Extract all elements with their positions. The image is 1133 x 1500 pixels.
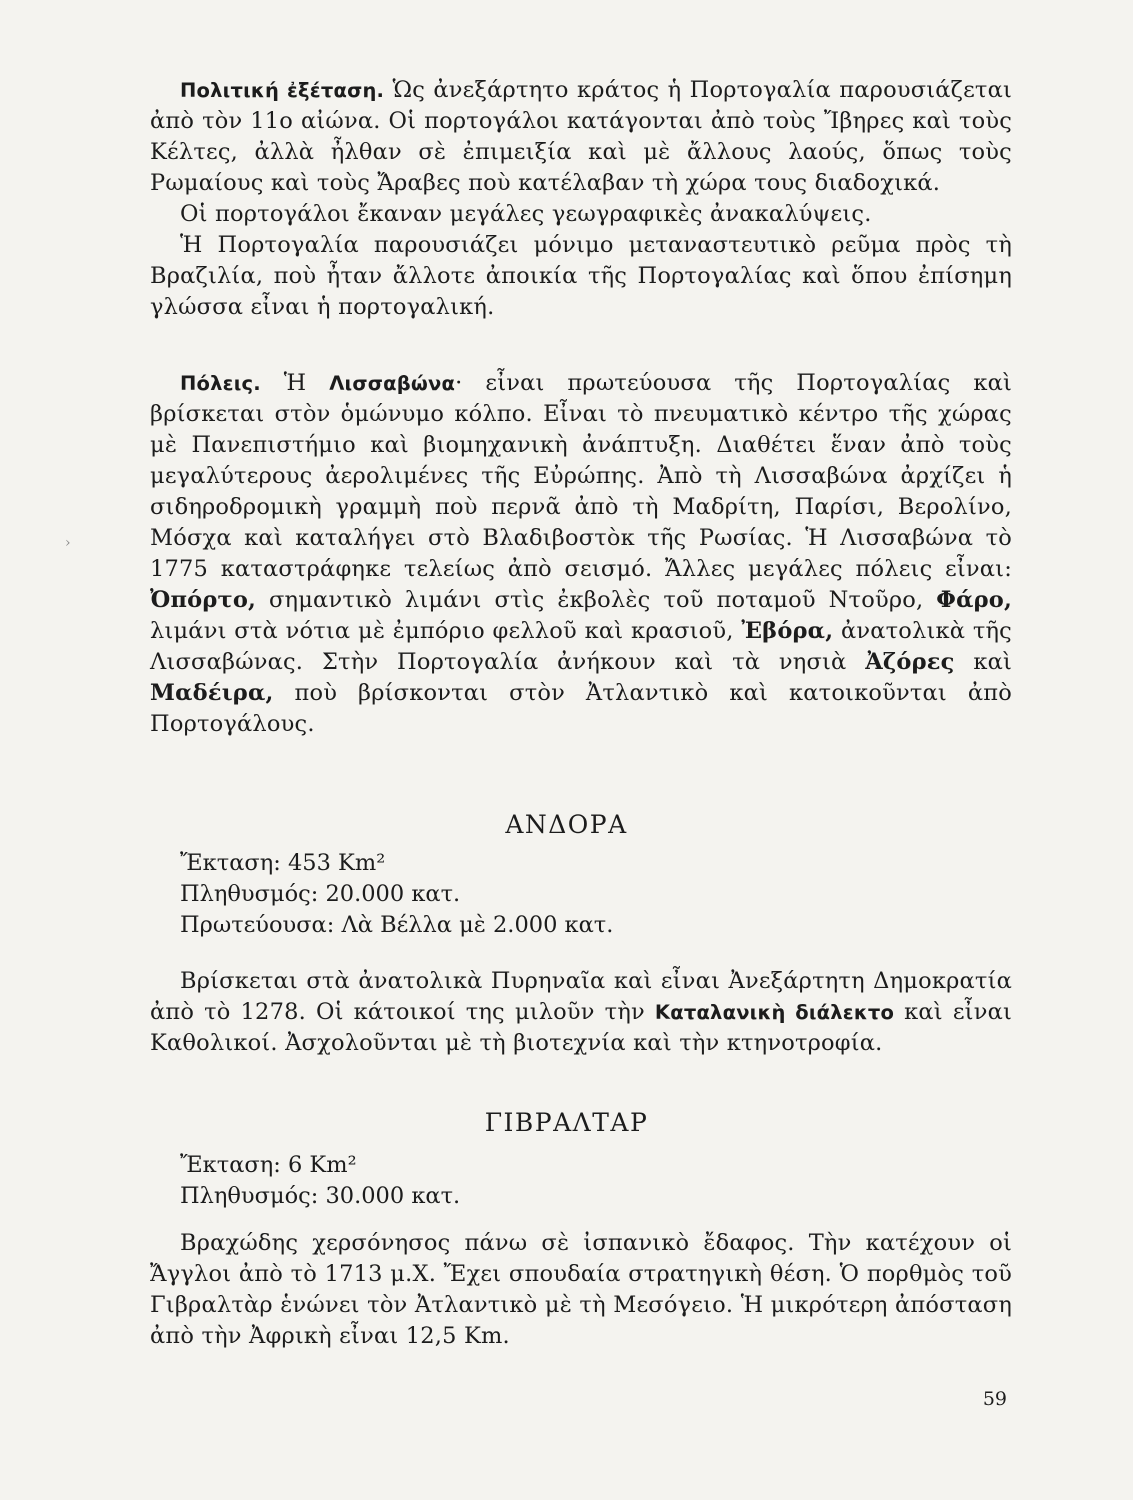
gibraltar-paragraph: Βραχώδης χερσόνησος πάνω σὲ ἰσπανικὸ ἔδαφος. Τὴν κατέχουν οἱ Ἄγγλοι ἀπὸ τὸ 1713 μ.Χ. Ἔχει σπουδαία στρατηγικὴ θέση. Ὁ πορθμὸς τοῦ Γιβραλτὰρ ἑνώνει τὸν Ἀτλαντικὸ μὲ τὴ Μεσόγειο. Ἡ μικρότερη ἀπόσταση ἀπὸ τὴν Ἀφρικὴ εἶναι 12,5 Km. xyxy=(150,1230,1012,1349)
andorra-title: ΑΝΔΟΡΑ xyxy=(505,810,628,839)
portugal-cities-section xyxy=(150,368,1012,740)
andorra-stats xyxy=(180,848,613,941)
explorers-paragraph: Οἱ πορτογάλοι ἔκαναν μεγάλες γεωγραφικὲς ἀνακαλύψεις. xyxy=(180,201,872,227)
gibraltar-description xyxy=(150,1228,1012,1352)
gibraltar-area: Ἔκταση: 6 Km² xyxy=(180,1152,357,1178)
page-number: 59 xyxy=(982,1388,1007,1410)
andorra-description xyxy=(150,966,1012,1059)
cities-lisbon-intro: Ἡ xyxy=(260,370,330,396)
cities-and: καὶ xyxy=(954,649,1013,675)
cities-text-4: ἀνατολικὰ τῆς Λισσαβώνας. Στὴν Πορτογαλία ἀνήκουν καὶ τὰ νησιὰ xyxy=(150,618,1012,675)
cities-text-5: ποὺ βρίσκονται στὸν Ἀτλαντικὸ καὶ κατοικοῦνται ἀπὸ Πορτογάλους. xyxy=(150,680,1012,737)
andorra-dialect: Καταλανικὴ διάλεκτο xyxy=(654,1001,895,1024)
azores-name: Ἀζόρες xyxy=(865,649,955,675)
gibraltar-stats xyxy=(180,1150,460,1212)
gibraltar-population: Πληθυσμός: 30.000 κατ. xyxy=(180,1183,461,1209)
andorra-paragraph xyxy=(150,966,1012,1059)
andorra-capital: Πρωτεύουσα: Λὰ Βέλλα μὲ 2.000 κατ. xyxy=(180,912,614,938)
andorra-text-2: καὶ εἶναι Καθολικοί. Ἀσχολοῦνται μὲ τὴ βιοτεχνία καὶ τὴν κτηνοτροφία. xyxy=(150,999,1013,1056)
emigration-paragraph: Ἡ Πορτογαλία παρουσιάζει μόνιμο μεταναστευτικὸ ρεῦμα πρὸς τὴ Βραζιλία, ποὺ ἦταν ἄλλοτε ἀποικία τῆς Πορτογαλίας καὶ ὅπου ἐπίσημη γλώσσα εἶναι ἡ πορτογαλική. xyxy=(150,232,1012,320)
politics-text: Ὡς ἀνεξάρτητο κράτος ἡ Πορτογαλία παρουσιάζεται ἀπὸ τὸν 11ο αἰώνα. Οἱ πορτογάλοι κατάγονται ἀπὸ τοὺς Ἴβηρες καὶ τοὺς Κέλτες, ἀλλὰ ἦλθαν σὲ ἐπιμειξία καὶ μὲ ἄλλους λαούς, ὅπως τοὺς Ρωμαίους καὶ τοὺς Ἄραβες ποὺ κατέλαβαν τὴ χώρα τους διαδοχικά. xyxy=(150,77,1012,196)
cities-text-2: σημαντικὸ λιμάνι στὶς ἐκβολὲς τοῦ ποταμοῦ Ντοῦρο, xyxy=(256,587,937,613)
politics-lead: Πολιτική ἐξέταση. xyxy=(180,79,385,102)
margin-mark: › xyxy=(65,535,71,551)
andorra-area: Ἔκταση: 453 Km² xyxy=(180,850,386,876)
andorra-population: Πληθυσμός: 20.000 κατ. xyxy=(180,881,461,907)
lisbon-name: Λισσαβώνα xyxy=(329,372,456,395)
faro-name: Φάρο, xyxy=(936,587,1012,613)
cities-text-3: λιμάνι στὰ νότια μὲ ἐμπόριο φελλοῦ καὶ κρασιοῦ, xyxy=(150,618,742,644)
portugal-politics-section xyxy=(150,75,1012,323)
porto-name: Ὀπόρτο, xyxy=(150,587,257,613)
cities-lead: Πόλεις. xyxy=(180,372,261,395)
cities-paragraph xyxy=(150,368,1012,740)
politics-paragraph xyxy=(150,75,1012,199)
evora-name: Ἐβόρα, xyxy=(741,618,834,644)
gibraltar-title: ΓΙΒΡΑΛΤΑΡ xyxy=(484,1108,649,1137)
madeira-name: Μαδέιρα, xyxy=(150,680,274,706)
andorra-text-1: Βρίσκεται στὰ ἀνατολικὰ Πυρηναῖα καὶ εἶναι Ἀνεξάρτητη Δημοκρατία ἀπὸ τὸ 1278. Οἱ κάτοικοί της μιλοῦν τὴν xyxy=(150,968,1012,1025)
cities-text-1: · εἶναι πρωτεύουσα τῆς Πορτογαλίας καὶ βρίσκεται στὸν ὁμώνυμο κόλπο. Εἶναι τὸ πνευματικὸ κέντρο τῆς χώρας μὲ Πανεπιστήμιο καὶ βιομηχανικὴ ἀνάπτυξη. Διαθέτει ἕναν ἀπὸ τοὺς μεγαλύτερους ἀερολιμένες τῆς Εὐρώπης. Ἀπὸ τὴ Λισσαβώνα ἀρχίζει ἡ σιδηροδρομικὴ γραμμὴ ποὺ περνᾶ ἀπὸ τὴ Μαδρίτη, Παρίσι, Βερολίνο, Μόσχα καὶ καταλήγει στὸ Βλαδιβοστὸκ τῆς Ρωσίας. Ἡ Λισσαβώνα τὸ 1775 καταστράφηκε τελείως ἀπὸ σεισμό. Ἄλλες μεγάλες πόλεις εἶναι: xyxy=(150,370,1012,582)
